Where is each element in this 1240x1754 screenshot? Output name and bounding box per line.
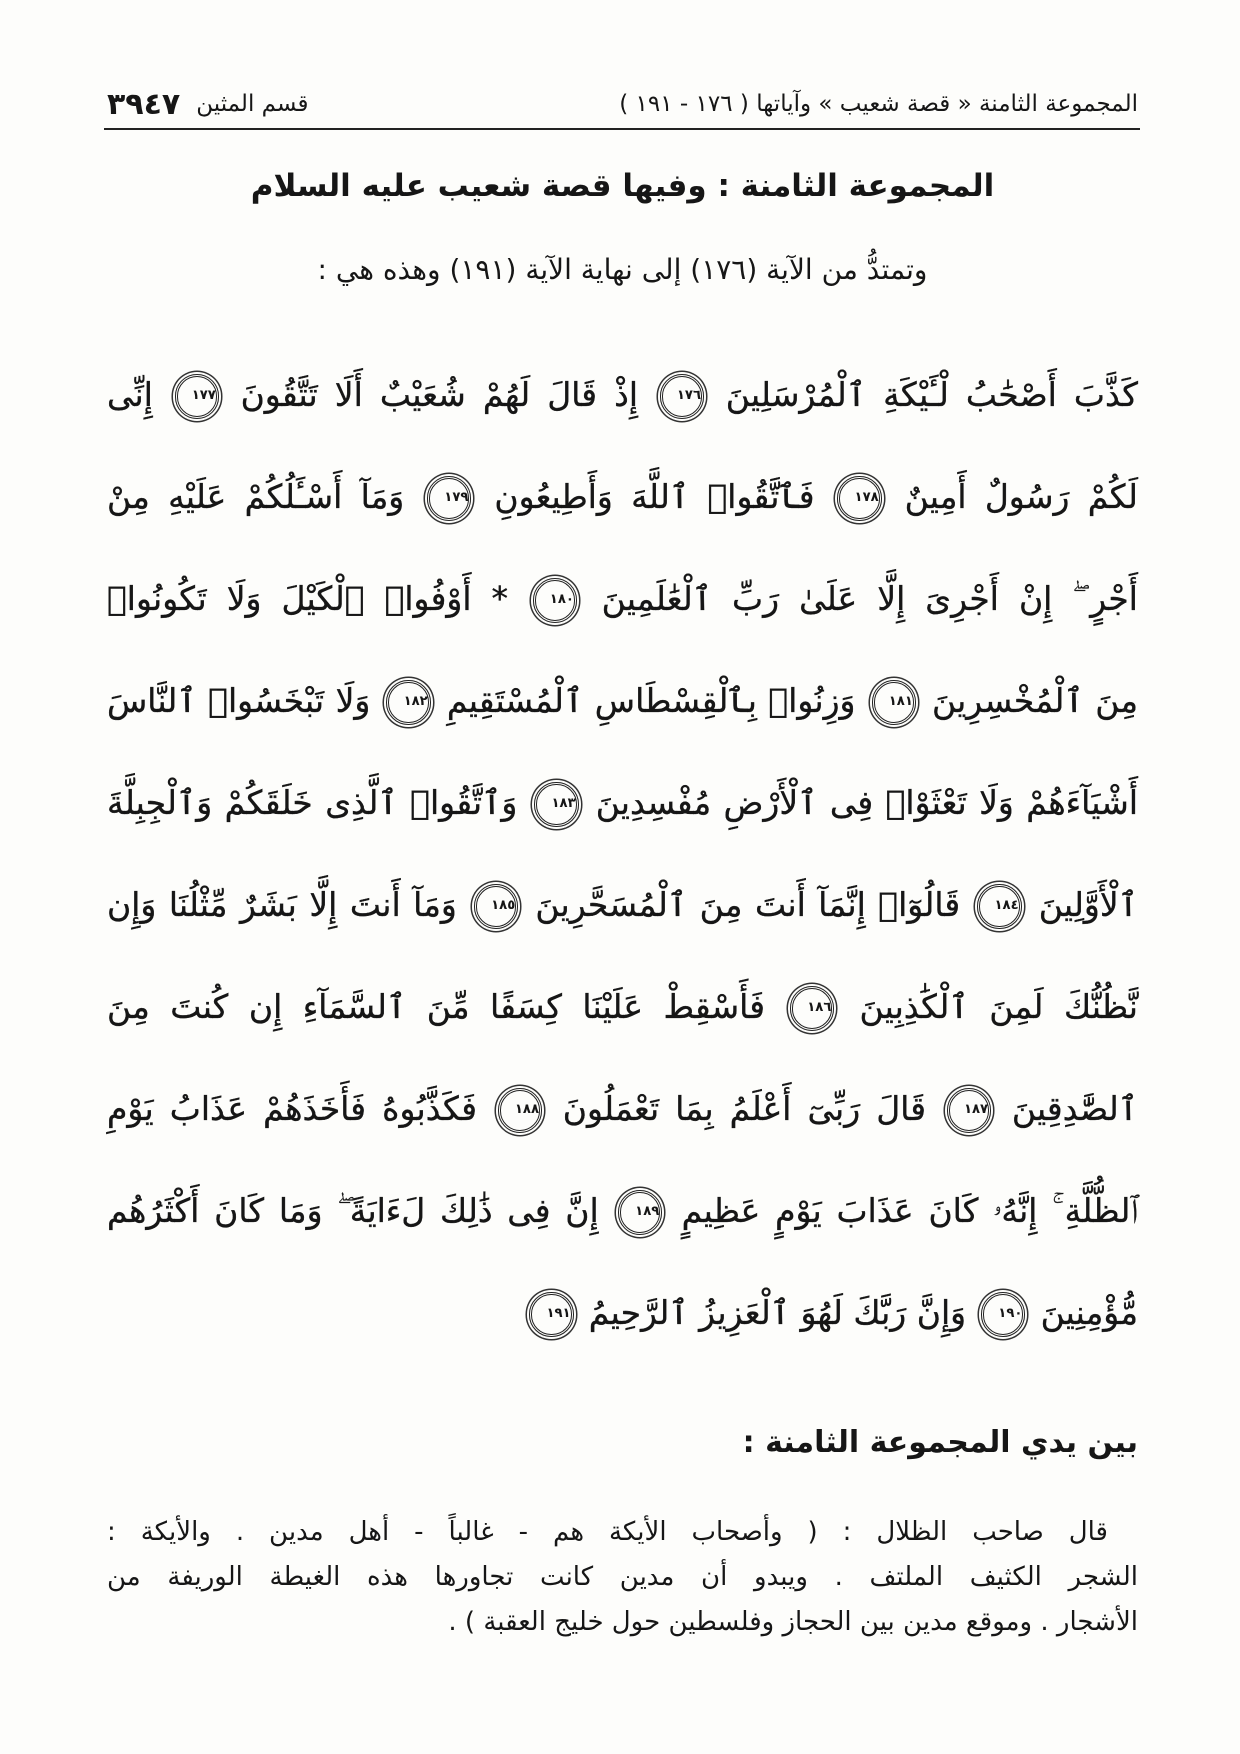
- ayah-number-marker: ١٩١: [529, 1292, 573, 1336]
- ayah-number-marker: ١٩٠: [981, 1292, 1025, 1336]
- commentary-paragraph: [107, 1510, 1138, 1645]
- quran-text-segment: ٱلْأَوَّلِينَ: [1038, 885, 1139, 924]
- quran-text-segment: مُّؤْمِنِينَ: [1040, 1293, 1138, 1332]
- ayah-number-marker: ١٨٠: [533, 578, 577, 622]
- quran-text-segment: فَكَذَّبُوهُ فَأَخَذَهُمْ عَذَابُ يَوْمِ: [107, 1089, 478, 1128]
- quran-line: [107, 752, 1138, 854]
- quran-text-segment: مِنَ ٱلْمُخْسِرِينَ: [931, 681, 1138, 720]
- quran-line: [107, 854, 1138, 956]
- group-title: المجموعة الثامنة : وفيها قصة شعيب عليه السلام: [250, 168, 995, 204]
- quran-text-segment: وَلَا تَبْخَسُوا۟ ٱلنَّاسَ: [107, 681, 371, 720]
- ayah-number-marker: ١٧٨: [837, 476, 881, 520]
- ayah-number-marker: ١٨٦: [790, 986, 834, 1030]
- ayah-number-marker: ١٧٩: [427, 476, 471, 520]
- quran-text-segment: وَمَآ أَسْـَٔلُكُمْ عَلَيْهِ مِنْ: [107, 477, 405, 516]
- section-heading: بين يدي المجموعة الثامنة :: [742, 1425, 1138, 1460]
- ayah-number-marker: ١٨٢: [386, 680, 430, 724]
- ayah-number-marker: ١٨٤: [977, 884, 1021, 928]
- header-rule: [104, 128, 1140, 130]
- quran-text-segment: وَإِنَّ رَبَّكَ لَهُوَ ٱلْعَزِيزُ ٱلرَّحِيمُ: [588, 1293, 967, 1332]
- commentary-line: الأشجار . وموقع مدين بين الحجاز وفلسطين حول خليج العقبة ) .: [448, 1607, 1138, 1637]
- ayah-number-marker: ١٧٧: [175, 374, 219, 418]
- quran-line: [107, 650, 1138, 752]
- ayah-number-marker: ١٨٨: [498, 1088, 542, 1132]
- quran-text-segment: أَشْيَآءَهُمْ وَلَا تَعْثَوْا۟ فِى ٱلْأَرْضِ مُفْسِدِينَ: [595, 783, 1138, 822]
- ayah-number-marker: ١٨٥: [474, 884, 518, 928]
- quran-text-segment: وَمَآ أَنتَ إِلَّا بَشَرٌ مِّثْلُنَا وَإِن: [107, 885, 457, 924]
- quran-text-segment: أَجْرٍ ۖ إِنْ أَجْرِىَ إِلَّا عَلَىٰ رَبِّ ٱلْعَٰلَمِينَ: [601, 579, 1138, 618]
- quran-text-segment: كَذَّبَ أَصْحَٰبُ لْـَٔيْكَةِ ٱلْمُرْسَلِينَ: [725, 375, 1138, 414]
- quran-text-segment: إِنِّى: [107, 375, 153, 414]
- quran-text-segment: وَٱتَّقُوا۟ ٱلَّذِى خَلَقَكُمْ وَٱلْجِبِلَّةَ: [107, 783, 518, 822]
- running-title: المجموعة الثامنة « قصة شعيب » وآياتها ( ١٧٦ - ١٩١ ): [619, 91, 1138, 117]
- quran-text-segment: * أَوْفُوا۟ ٱلْكَيْلَ وَلَا تَكُونُوا۟: [107, 579, 509, 618]
- quran-text-segment: قَالُوٓا۟ إِنَّمَآ أَنتَ مِنَ ٱلْمُسَحَّرِينَ: [535, 885, 961, 924]
- quran-line: [107, 344, 1138, 446]
- quran-text-segment: نَّظُنُّكَ لَمِنَ ٱلْكَٰذِبِينَ: [859, 987, 1138, 1026]
- quran-text-segment: قَالَ رَبِّىٓ أَعْلَمُ بِمَا تَعْمَلُونَ: [562, 1089, 927, 1128]
- quran-line: [107, 1058, 1138, 1160]
- ayah-number-marker: ١٨٩: [618, 1190, 662, 1234]
- quran-line: [107, 446, 1138, 548]
- running-header: [107, 80, 1138, 128]
- quran-line: [107, 1262, 1138, 1364]
- quran-text-segment: إِذْ قَالَ لَهُمْ شُعَيْبٌ أَلَا تَتَّقُونَ: [240, 375, 639, 414]
- quran-text-segment: ٱلصَّٰدِقِينَ: [1011, 1089, 1139, 1128]
- quran-line: [107, 956, 1138, 1058]
- ayah-number-marker: ١٨٧: [947, 1088, 991, 1132]
- quran-line: [107, 1160, 1138, 1262]
- section-name: قسم المثين: [196, 91, 309, 117]
- group-subtitle: وتمتدُّ من الآية (١٧٦) إلى نهاية الآية (١٩١) وهذه هي :: [317, 253, 928, 286]
- quran-text-segment: ٱلظُّلَّةِ ۚ إِنَّهُۥ كَانَ عَذَابَ يَوْمٍ عَظِيمٍ: [681, 1191, 1138, 1230]
- quran-text-segment: إِنَّ فِى ذَٰلِكَ لَءَايَةً ۖ وَمَا كَانَ أَكْثَرُهُم: [107, 1191, 599, 1230]
- commentary-line: قال صاحب الظلال : ( وأصحاب الأيكة هم - غالباً - أهل مدين . والأيكة :: [107, 1517, 1108, 1547]
- page-info: [107, 87, 308, 122]
- ayah-number-marker: ١٧٦: [660, 374, 704, 418]
- quran-line: [107, 548, 1138, 650]
- quran-text-segment: فَٱتَّقُوا۟ ٱللَّهَ وَأَطِيعُونِ: [494, 477, 815, 516]
- quran-text-segment: لَكُمْ رَسُولٌ أَمِينٌ: [904, 477, 1138, 516]
- quran-text-segment: فَأَسْقِطْ عَلَيْنَا كِسَفًا مِّنَ ٱلسَّمَآءِ إِن كُنتَ مِنَ: [107, 987, 766, 1026]
- commentary-line: الشجر الكثيف الملتف . ويبدو أن مدين كانت تجاورها هذه الغيطة الوريفة من: [107, 1562, 1138, 1592]
- quran-text: [107, 344, 1138, 1364]
- ayah-number-marker: ١٨١: [872, 680, 916, 724]
- ayah-number-marker: ١٨٣: [534, 782, 578, 826]
- quran-text-segment: وَزِنُوا۟ بِٱلْقِسْطَاسِ ٱلْمُسْتَقِيمِ: [446, 681, 856, 720]
- page-number: ٣٩٤٧: [107, 86, 181, 122]
